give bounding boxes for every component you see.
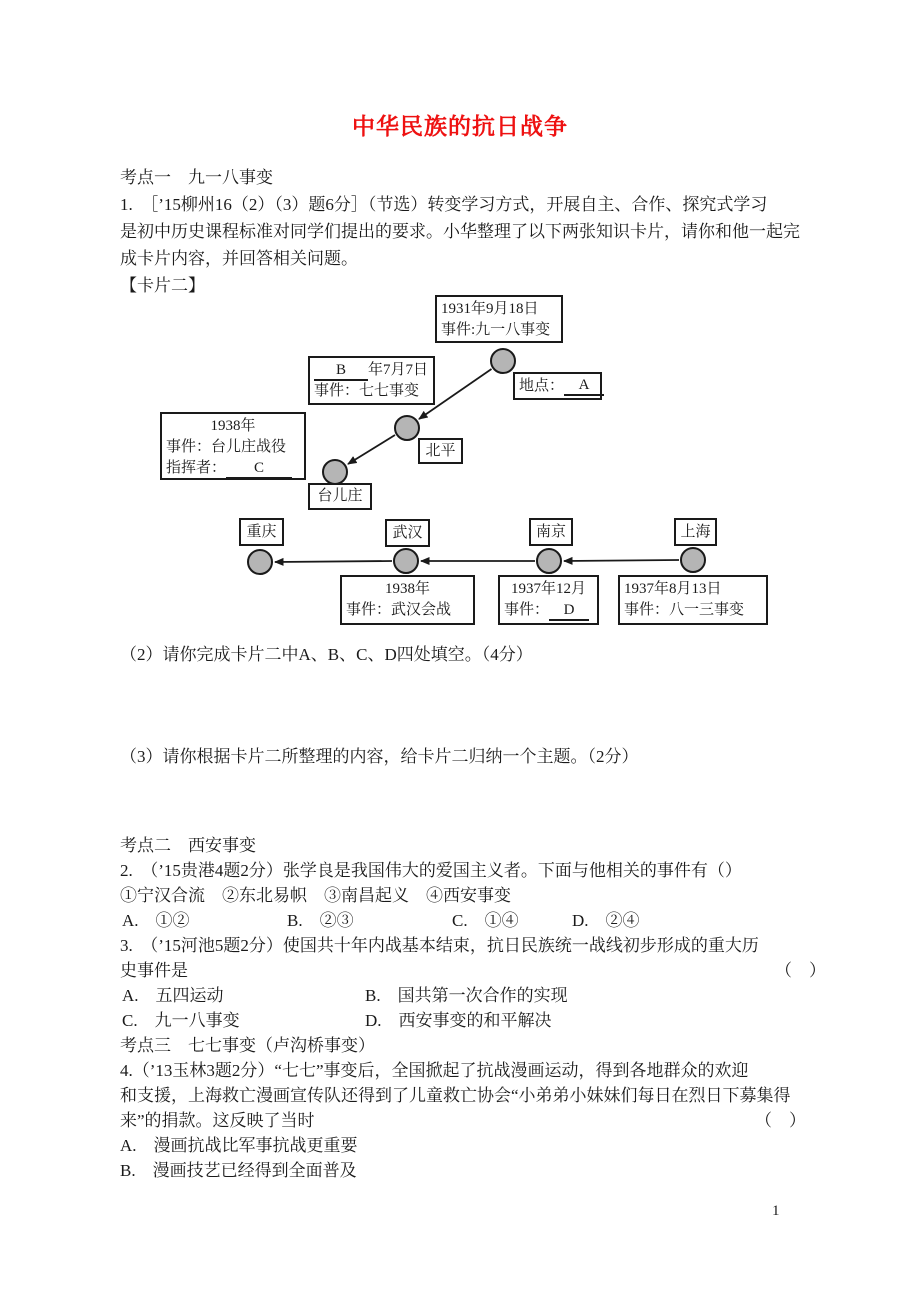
sub-question-2: （2）请你完成卡片二中A、B、C、D四处填空。（4分） [120, 645, 533, 664]
event-box-77-incident [308, 356, 435, 405]
event-box-918-incident [435, 295, 563, 343]
node-wuhan [393, 548, 419, 574]
wuhan-battle-name: 事件：武汉会战 [346, 602, 452, 618]
taierzhuang-event: 事件：台儿庄战役 [166, 439, 287, 455]
q2-option-c: C. ①④ [452, 911, 519, 930]
city-box-shanghai: 上海 [674, 518, 717, 546]
taierzhuang-commander: 指挥者： C [166, 458, 300, 479]
city-box-wuhan: 武汉 [385, 519, 430, 547]
q4-stem-tail: 来”的捐款。这反映了当时 [120, 1111, 315, 1130]
event-918-date: 1931年9月18日 [441, 301, 539, 317]
event-77-name: 事件：七七事变 [314, 383, 420, 399]
q4-stem-line-1: 4.（’13玉林3题2分）“七七”事变后，全国掀起了抗战漫画运动，得到各地群众的欢迎 [120, 1061, 749, 1080]
event-box-wuhan-battle [340, 575, 475, 625]
q2-option-a: A. ①② [122, 911, 190, 930]
q4-answer-bracket: （ ） [755, 1111, 806, 1130]
q1-stem-line-2: 是初中历史课程标准对同学们提出的要求。小华整理了以下两张知识卡片，请你和他一起完 [120, 222, 800, 241]
q3-stem-line-1: 3. （’15河池5题2分）使国共十年内战基本结束，抗日民族统一战线初步形成的重大历 [120, 936, 759, 955]
city-box-nanjing: 南京 [529, 518, 573, 546]
q2-items: ①宁汉合流 ②东北易帜 ③南昌起义 ④西安事变 [120, 886, 511, 905]
q3-option-c: C. 九一八事变 [122, 1011, 240, 1030]
blank-b: B [314, 362, 368, 381]
nanjing-event-date: 1937年12月 [510, 581, 586, 597]
card-two-diagram [155, 290, 775, 635]
event-box-taierzhuang [160, 412, 306, 480]
taierzhuang-year: 1938年 [210, 418, 256, 434]
node-beiping [394, 415, 420, 441]
nanjing-event-blank-line: 事件： D [504, 600, 593, 621]
node-chongqing [247, 549, 273, 575]
sub-question-3: （3）请你根据卡片二所整理的内容，给卡片二归纳一个主题。（2分） [120, 747, 639, 766]
location-blank-box [513, 372, 602, 400]
q4-option-b: B. 漫画技艺已经得到全面普及 [120, 1161, 357, 1180]
section-heading-3: 考点三 七七事变（卢沟桥事变） [120, 1036, 375, 1055]
event-813-date: 1937年8月13日 [624, 581, 722, 597]
q3-stem-tail: 史事件是 [120, 961, 188, 980]
q3-option-d: D. 西安事变的和平解决 [365, 1011, 552, 1030]
event-box-813-incident [618, 575, 768, 625]
q3-answer-bracket: （ ） [775, 961, 826, 980]
q3-option-b: B. 国共第一次合作的实现 [365, 986, 568, 1005]
q2-option-d: D. ②④ [572, 911, 640, 930]
section-heading-2: 考点二 西安事变 [120, 836, 256, 855]
q1-stem-line-3: 成卡片内容，并回答相关问题。 [120, 249, 358, 268]
q2-stem: 2. （’15贵港4题2分）张学良是我国伟大的爱国主义者。下面与他相关的事件有（） [120, 861, 742, 880]
q4-option-a: A. 漫画抗战比军事抗战更重要 [120, 1136, 358, 1155]
q4-stem-line-2: 和支援，上海救亡漫画宣传队还得到了儿童救亡协会“小弟弟小妹妹们每日在烈日下募集得 [120, 1086, 791, 1105]
node-shanghai [680, 547, 706, 573]
q2-option-b: B. ②③ [287, 911, 354, 930]
location-prefix: 地点： [519, 378, 565, 394]
node-nanjing [536, 548, 562, 574]
event-box-nanjing-blank [498, 575, 599, 625]
place-label-taierzhuang: 台儿庄 [308, 483, 372, 510]
card-two-label: 【卡片二】 [120, 276, 205, 295]
q1-stem-line-1: 1. ［’15柳州16（2）（3）题6分］（节选）转变学习方式，开展自主、合作、探究式学习 [120, 195, 768, 214]
event-813-name: 事件：八一三事变 [624, 602, 745, 618]
blank-a: A [564, 377, 604, 396]
section-heading-1: 考点一 九一八事变 [120, 168, 273, 187]
q3-option-a: A. 五四运动 [122, 986, 224, 1005]
blank-d: D [549, 602, 589, 621]
place-label-beiping: 北平 [418, 438, 463, 464]
wuhan-battle-year: 1938年 [384, 581, 430, 597]
event-77-date: B 年7月7日 [314, 360, 429, 381]
event-918-name: 事件:九一八事变 [441, 322, 551, 338]
node-taierzhuang [322, 459, 348, 485]
page-number: 1 [772, 1203, 780, 1219]
node-shenyang [490, 348, 516, 374]
city-box-chongqing: 重庆 [239, 518, 284, 546]
blank-c: C [226, 460, 292, 479]
page-title: 中华民族的抗日战争 [352, 114, 568, 139]
